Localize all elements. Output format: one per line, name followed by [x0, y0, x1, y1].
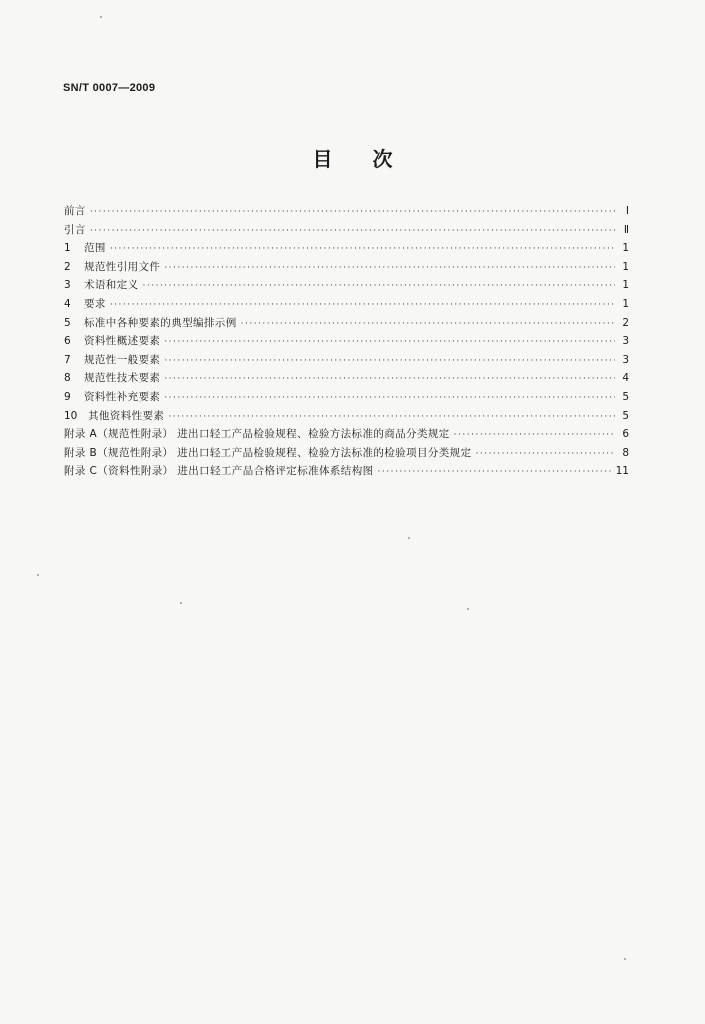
toc-entry-6[interactable]: [64, 332, 629, 351]
toc-entry-page: Ⅰ: [625, 205, 629, 217]
scan-speck: [37, 574, 39, 576]
dot-leader: [164, 389, 615, 408]
dot-leader: [164, 333, 615, 352]
toc-entry-label: 范围: [84, 242, 106, 255]
dot-leader: [110, 296, 615, 315]
scan-speck: [467, 608, 469, 610]
toc-entry-9[interactable]: [64, 388, 629, 407]
toc-entry-3[interactable]: [64, 276, 629, 295]
toc-entry-label: 术语和定义: [84, 279, 139, 292]
toc-entry-annex-b[interactable]: [64, 444, 629, 463]
toc-entry-page: 5: [622, 390, 629, 403]
toc-entry-label: 规范性一般要素: [84, 353, 161, 366]
table-of-contents: [64, 202, 629, 481]
toc-title-char-2: 次: [372, 147, 393, 171]
dot-leader: [378, 463, 612, 482]
toc-entry-number: 6: [64, 335, 71, 348]
toc-entry-label: 规范性技术要素: [84, 372, 161, 385]
dot-leader: [164, 259, 615, 278]
toc-entry-page: 2: [622, 316, 629, 329]
toc-entry-page: 1: [622, 260, 629, 273]
toc-entry-foreword[interactable]: [64, 202, 629, 221]
toc-entry-label: 其他资料性要素: [88, 409, 165, 422]
dot-leader: [90, 203, 615, 222]
toc-entry-page: 6: [622, 428, 629, 441]
toc-entry-page: 3: [622, 353, 629, 366]
dot-leader: [454, 426, 615, 445]
toc-entry-8[interactable]: [64, 369, 629, 388]
dot-leader: [475, 445, 615, 464]
toc-entry-page: 1: [622, 279, 629, 292]
scan-speck: [624, 958, 626, 960]
toc-entry-page: 4: [622, 372, 629, 385]
toc-entry-label: 要求: [84, 297, 106, 310]
toc-entry-page: 1: [622, 242, 629, 255]
toc-entry-page: 11: [615, 465, 629, 478]
dot-leader: [90, 222, 615, 241]
toc-entry-page: Ⅱ: [623, 223, 629, 236]
toc-entry-annex-c[interactable]: [64, 462, 629, 481]
toc-entry-number: 8: [64, 372, 71, 385]
toc-entry-number: 5: [64, 316, 71, 329]
dot-leader: [241, 315, 615, 334]
toc-entry-label: 标准中各种要素的典型编排示例: [84, 316, 237, 329]
toc-entry-label: 前言: [64, 205, 86, 217]
dot-leader: [168, 408, 615, 427]
scan-speck: [180, 602, 182, 604]
toc-entry-page: 1: [622, 297, 629, 310]
toc-entry-number: 7: [64, 353, 71, 366]
toc-entry-page: 3: [622, 335, 629, 348]
standard-code: SN/T 0007—2009: [63, 82, 156, 94]
toc-entry-page: 5: [622, 409, 629, 422]
toc-entry-number: 3: [64, 279, 71, 292]
toc-entry-4[interactable]: [64, 295, 629, 314]
toc-entry-number: 9: [64, 390, 71, 403]
toc-entry-5[interactable]: [64, 314, 629, 333]
toc-entry-introduction[interactable]: [64, 221, 629, 240]
dot-leader: [143, 277, 616, 296]
toc-title-char-1: 目: [312, 147, 333, 171]
toc-entry-2[interactable]: [64, 258, 629, 277]
dot-leader: [164, 370, 615, 389]
toc-entry-label: 资料性概述要素: [84, 335, 161, 348]
toc-entry-number: 1: [64, 242, 71, 255]
dot-leader: [164, 352, 615, 371]
toc-entry-annex-a[interactable]: [64, 425, 629, 444]
toc-entry-1[interactable]: [64, 239, 629, 258]
toc-title: [0, 143, 705, 172]
toc-entry-number: 4: [64, 297, 71, 310]
scan-speck: [408, 537, 410, 539]
toc-entry-label: 规范性引用文件: [84, 260, 161, 273]
scan-speck: [100, 16, 102, 18]
toc-entry-number: 2: [64, 260, 71, 273]
toc-entry-label: 附录 A（规范性附录） 进出口轻工产品检验规程、检验方法标准的商品分类规定: [64, 428, 450, 441]
toc-entry-label: 引言: [64, 223, 86, 236]
toc-entry-7[interactable]: [64, 351, 629, 370]
toc-entry-number: 10: [64, 409, 78, 422]
toc-entry-10[interactable]: [64, 407, 629, 426]
toc-entry-label: 资料性补充要素: [84, 390, 161, 403]
toc-entry-label: 附录 B（规范性附录） 进出口轻工产品检验规程、检验方法标准的检验项目分类规定: [64, 446, 472, 459]
toc-entry-page: 8: [622, 446, 629, 459]
toc-entry-label: 附录 C（资料性附录） 进出口轻工产品合格评定标准体系结构图: [64, 465, 374, 478]
dot-leader: [110, 240, 615, 259]
